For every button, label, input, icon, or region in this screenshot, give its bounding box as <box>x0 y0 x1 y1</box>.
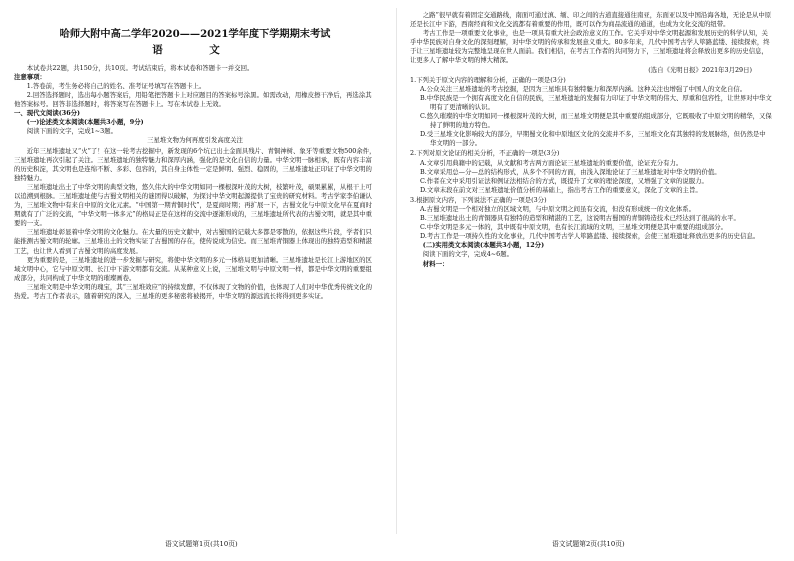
article-paragraph: 三星堆遗址彰显着中华文明的文化魅力。在大量的历史文献中，对古蜀国的记载大多都是零散的，依据这些片段，学者们只能推测古蜀文明的轮廓。三星堆出土的文物实证了古蜀国的存在，使传说成为信史。而三星堆青铜器上体现出的独特造型和精湛工艺，也让世人看到了古蜀文明的高度发展。 <box>14 228 372 255</box>
question-option: B.三星堆遗址出土的青铜器具有独特的造型和精湛的工艺，这说明古蜀国的青铜铸造技术已经达到了很高的水平。 <box>420 214 740 223</box>
column-divider <box>396 8 397 534</box>
question-option: B.中华民族是一个拥有高度文化自信的民族，三星堆遗址的发掘有力印证了中华文明的伟大、厚重和包容性，让世界对中华文明有了更清晰的认识。 <box>420 93 772 111</box>
section-heading: 一、现代文阅读(36分) <box>14 109 81 118</box>
question-option: C.悠久璀璨的中华文明如同一棵根深叶茂的大树，而三星堆文明便是其中重要的组成部分，它既吸收了中原文明的精华，又保持了鲜明的地方特色。 <box>420 112 772 130</box>
article-paragraph: 近年三星堆遗址又“火”了！在这一轮考古挖掘中，新发现的6个坑已出土金面具残片、青铜神树、象牙等重要文物500余件，三星堆遗址再次引起了关注。三星堆遗址的独特魅力和深厚内涵，强化的是文化自信的力量。中华文明一脉相承，既有内容丰富的历史积淀，其文明也是连绵不断、多彩、包容的，其自身主体性一定是鲜明、强烈、稳固的，三星堆遗址正印证了中华文明的独特魅力。 <box>14 146 376 182</box>
question-option: A.古蜀文明是一个相对独立的区域文明，与中原文明之间虽有交流，但没有形成统一的文化体系。 <box>420 204 696 213</box>
notice-heading: 注意事项： <box>14 72 46 81</box>
article-source: (选自《光明日报》2021年3月29日) <box>648 65 752 74</box>
material-label: 材料一： <box>422 259 449 268</box>
article-paragraph: 考古工作是一项重要文化事业，也是一项具有重大社会政治意义的工作。它关乎对中华文明起源和发展历史的科学认知，关乎中华民族对自身文化的深刻理解，对中华文明的传承和发展意义重大。80多年来，几代中国考古学人筚路蓝缕、接续探索，终于让三星堆遗址较为完整地呈现在世人面前。我们相信，在考古工作者的共同努力下，三星堆遗址将会释放出更多的历史信息，让更多人了解中华文明的博大精深。 <box>410 29 770 65</box>
exam-title: 哈师大附中高二学年2020——2021学年度下学期期末考试 <box>59 28 331 40</box>
subsection-heading: (二)实用类文本阅读(本题共3小题，12分) <box>422 241 545 250</box>
subsection-heading: (一)论述类文本阅读(本题共3小题，9分) <box>26 118 144 127</box>
question-option: A.公众关注三星堆遗址的考古挖掘，是因为三星堆具有独特魅力和深厚内涵。这种关注也增强了中国人的文化自信。 <box>420 84 747 93</box>
left-column <box>14 10 376 301</box>
question-option: B.文章采用总—分—总的结构形式，从多个不同的方面，由浅入深地论证了三星堆遗址对中华文明的价值。 <box>420 167 721 176</box>
notice-item: 2.回答选择题时，选出每小题答案后，用铅笔把答题卡上对应题目的答案标号涂黑。如需改动，用橡皮擦干净后，再选涂其他答案标号。回答非选择题时，将答案写在答题卡上。写在本试卷上无效。 <box>14 90 372 109</box>
article-body <box>14 147 376 302</box>
article-paragraph: 三星堆文明是中华文明的瑰宝，其“三星堆效应”的持续发酵，不仅体现了文物的价值，也体现了人们对中华优秀传统文化的热爱。考古工作者表示，随着研究的深入，三星堆的更多秘密将被揭开，中华文明的源远流长将得到更多实证。 <box>14 282 373 301</box>
question-3 <box>410 196 772 241</box>
question-option: C.作者在文中采用引证法和例证法相结合的方式，既提升了文章的理论深度，又增强了文章的说服力。 <box>420 176 708 185</box>
question-2 <box>410 149 772 194</box>
subsection-instruction: 阅读下面的文字，完成1~3题。 <box>26 127 117 136</box>
notice-item: 1.答卷前，考生务必将自己的姓名、准考证号填写在答题卡上。 <box>26 81 206 90</box>
subsection-instruction: 阅读下面的文字，完成4~6题。 <box>422 250 513 259</box>
page-footer-right: 语文试题第2页(共10页) <box>552 540 625 548</box>
question-option: A.文章引用典籍中的记载，从文献和考古两方面论证三星堆遗址的重要价值，论证充分有力。 <box>420 158 683 167</box>
question-stem: 1.下列关于原文内容的理解和分析，正确的一项是(3分) <box>410 75 566 84</box>
question-option: D.文章末段在前文对三星堆遗址价值分析的基础上，指出考古工作的重要意义，深化了文章的主旨。 <box>420 185 702 194</box>
article-continuation <box>410 11 772 66</box>
right-column <box>410 10 772 269</box>
exam-subject: 语 文 <box>152 43 238 56</box>
article-paragraph: 三星堆遗址出土了中华文明的典型文物，悠久伟大的中华文明如同一棵根深叶茂的大树，枝繁叶茂，硕果累累，从根干上可以追溯到根脉。三星堆遗址使与古蜀文明相关的谜团得以破解，为探讨中华文明起源提供了宝贵的研究材料。考古学家李伯谦认为，三星堆文物中有来自中原的文化元素。“中国第一期青铜时代”，是夏商时期；再扩展一下，古蜀文化与中原文化早在夏商时期就有了广泛的交流，“中华文明一体多元”的格局正是在这样的交流中逐渐形成的，三星堆遗址所代表的古蜀文明，就是其中重要的一支。 <box>14 182 373 228</box>
question-option: C.中华文明是多元一体的，其中既有中原文明，也有长江流域的文明，三星堆文明便是其中重要的组成部分。 <box>420 223 728 232</box>
exam-intro: 本试卷共22题，共150分，共10页。考试结束后，将本试卷和答题卡一并交回。 <box>26 63 254 72</box>
question-1 <box>410 76 772 149</box>
article-title: 三星堆文物为何再度引发高度关注 <box>147 136 243 145</box>
question-option: D.受三星堆文化影响较大的部分，早期蜀文化和中原地区文化的交流并不多，三星堆文化有其独特的发展脉络，但仍然是中华文明的一部分。 <box>420 130 766 148</box>
article-paragraph: 之路”很早就有着固定交通路线，南面可通过滇、缅、印之间的古道直接通往南亚，东面亚以及中国沿海各地，无论是从中原还是长江中下游，西南经商和文化交流都有着重要的作用，既可以作为商品流通的通道，也成为文化交流的纽带。 <box>410 11 772 29</box>
question-option: D.考古工作是一项持久性的文化事业，几代中国考古学人筚路蓝缕、接续探索，会使三星堆遗址释放出更多的历史信息。 <box>420 232 760 241</box>
question-stem: 2.下列对原文论证的相关分析，不正确的一项是(3分) <box>410 149 560 158</box>
question-stem: 3.根据原文内容，下列说法不正确的一项是(3分) <box>410 195 547 204</box>
article-paragraph: 更为重要的是，三星堆遗址的进一步发掘与研究，将使中华文明的多元一体格局更加清晰。三星堆遗址是长江上游地区的区域文明中心，它与中原文明、长江中下游文明都有交流。从某种意义上说，三星堆文明与中原文明一样，都是中华文明的重要组成部分，共同构成了中华文明的璀璨画卷。 <box>14 255 372 282</box>
page-footer-left: 语文试题第1页(共10页) <box>165 540 238 548</box>
